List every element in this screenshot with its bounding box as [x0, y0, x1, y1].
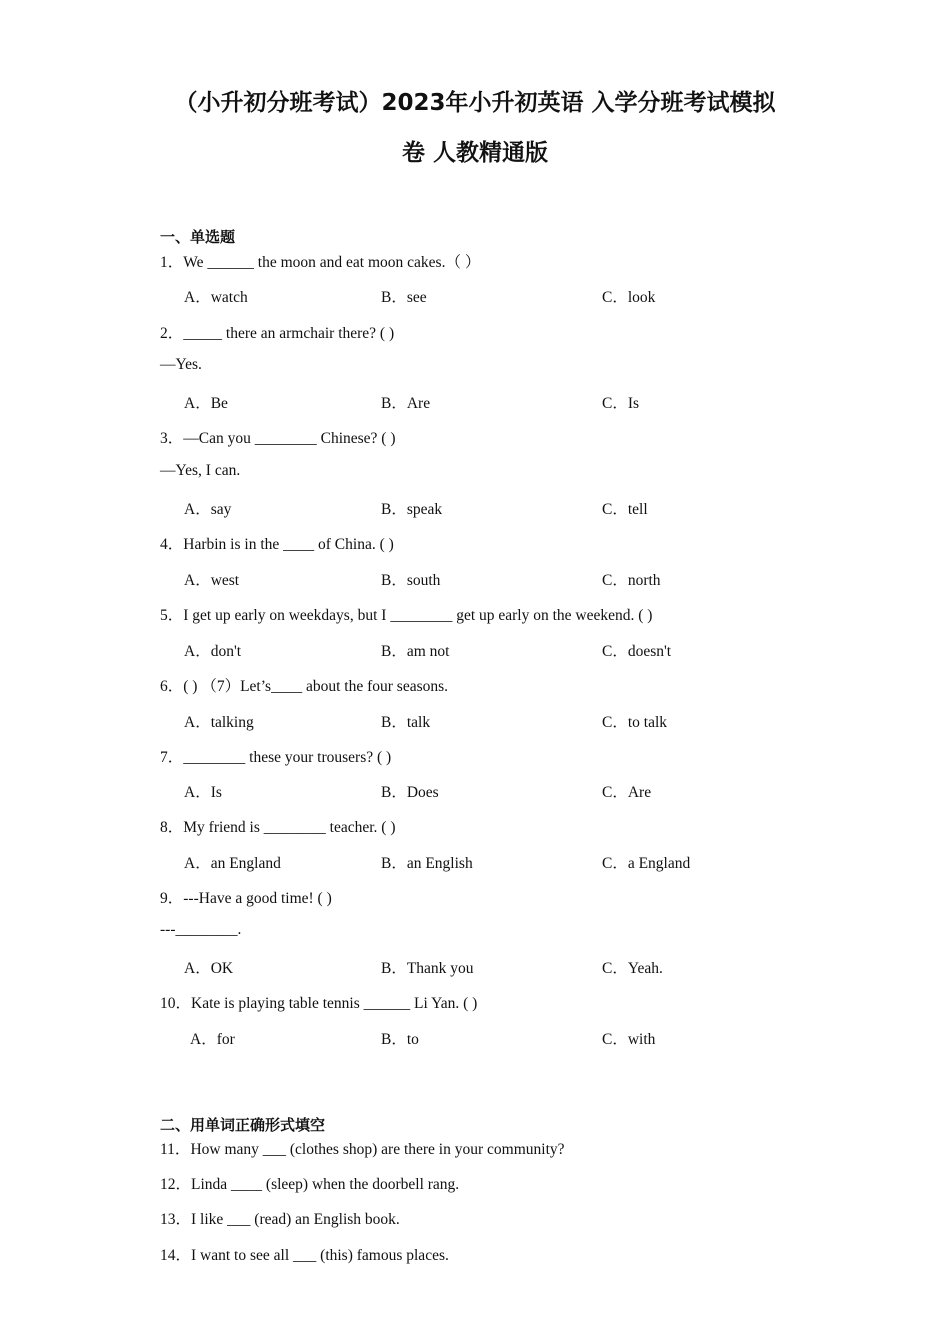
answer-blank: ________: [390, 607, 453, 624]
option-b: B．an English: [381, 855, 473, 872]
question-text: there an armchair there? ( ): [222, 325, 395, 342]
question-text: —Can you: [183, 430, 255, 447]
question-text: Harbin is in the: [183, 536, 284, 553]
question-text: Chinese? ( ): [316, 430, 396, 447]
option-a: A．watch: [184, 289, 248, 306]
option-b: B．to: [381, 1031, 419, 1048]
exam-title-line-1: （小升初分班考试）2023年小升初英语 入学分班考试模拟: [174, 90, 776, 116]
question-text: Li Yan. ( ): [410, 995, 478, 1012]
question-2: [160, 321, 394, 343]
question-text: get up early on the weekend. ( ): [452, 607, 653, 624]
question-9: [160, 886, 332, 908]
question-number: 5．: [160, 607, 184, 624]
option-a: A．an England: [184, 855, 281, 872]
option-c: C．with: [602, 1031, 656, 1048]
question-1: [160, 250, 480, 272]
option-c: C．Is: [602, 395, 640, 412]
option-b: B．Thank you: [381, 960, 474, 977]
question-text: the moon and eat moon cakes.（ ）: [253, 254, 481, 271]
question-text: (this) famous places.: [316, 1247, 449, 1264]
option-a: A．OK: [184, 960, 234, 977]
question-5: [160, 603, 652, 625]
answer-blank: _____: [183, 325, 223, 342]
option-a: A．talking: [184, 714, 254, 731]
question-6: [160, 674, 448, 696]
question-text: I get up early on weekdays, but I: [183, 607, 391, 624]
option-a: A．say: [184, 501, 232, 518]
answer-blank: ___: [227, 1211, 251, 1228]
question-number: 11．: [160, 1141, 191, 1158]
question-12: [160, 1172, 459, 1194]
option-c: C．tell: [602, 501, 648, 518]
option-c: C．Yeah.: [602, 960, 663, 977]
answer-blank: ___: [262, 1141, 287, 1158]
question-text: teacher. ( ): [325, 819, 396, 836]
question-7: [160, 745, 391, 767]
question-3: [160, 426, 396, 448]
option-a: A．Be: [184, 395, 228, 412]
answer-blank: ________: [254, 430, 317, 447]
question-number: 14．: [160, 1247, 192, 1264]
answer-blank: ______: [207, 254, 254, 271]
question-number: 2．: [160, 325, 184, 342]
answer-blank: ________: [183, 749, 246, 766]
answer-blank: ____: [231, 1176, 263, 1193]
option-c: C．to talk: [602, 714, 668, 731]
question-9-reply: ---________.: [160, 921, 242, 938]
answer-blank: ____: [283, 536, 315, 553]
question-number: 4．: [160, 536, 184, 553]
option-a: A．west: [184, 572, 240, 589]
question-number: 1．: [160, 254, 184, 271]
option-a: A．Is: [184, 784, 222, 801]
question-number: 9．: [160, 890, 184, 907]
option-c: C．north: [602, 572, 661, 589]
section-heading-word-form: 二、用单词正确形式填空: [160, 1116, 326, 1134]
question-number: 12．: [160, 1176, 192, 1193]
option-a: A．for: [190, 1031, 235, 1048]
question-text: (sleep) when the doorbell rang.: [262, 1176, 460, 1193]
question-number: 3．: [160, 430, 184, 447]
question-number: 8．: [160, 819, 184, 836]
section-heading-single-choice: 一、单选题: [160, 228, 236, 246]
option-c: C．a England: [602, 855, 691, 872]
question-3-reply: —Yes, I can.: [160, 462, 241, 479]
question-10: [160, 991, 477, 1013]
option-b: B．speak: [381, 501, 443, 518]
question-text: (read) an English book.: [250, 1211, 400, 1228]
question-text: of China. ( ): [314, 536, 394, 553]
question-13: [160, 1207, 400, 1229]
answer-blank: ______: [363, 995, 411, 1012]
answer-blank: ___: [293, 1247, 317, 1264]
question-text: We: [183, 254, 208, 271]
question-2-reply: —Yes.: [160, 356, 202, 373]
option-b: B．Are: [381, 395, 431, 412]
question-number: 6．: [160, 678, 184, 695]
option-b: B．south: [381, 572, 441, 589]
question-text: ---Have a good time! ( ): [183, 890, 332, 907]
question-number: 7．: [160, 749, 184, 766]
answer-blank: ________: [263, 819, 326, 836]
question-text: I want to see all: [191, 1247, 294, 1264]
exam-title-line-2: 卷 人教精通版: [401, 140, 548, 166]
question-text: (clothes shop) are there in your community?: [286, 1141, 565, 1158]
question-text: Linda: [191, 1176, 232, 1193]
question-11: [160, 1137, 565, 1159]
question-8: [160, 815, 396, 837]
question-text: these your trousers? ( ): [245, 749, 392, 766]
option-a: A．don't: [184, 643, 242, 660]
option-c: C．doesn't: [602, 643, 672, 660]
option-b: B．see: [381, 289, 427, 306]
answer-blank: ____: [271, 678, 303, 695]
question-text: ( ) （7）Let’s: [183, 678, 272, 695]
option-b: B．am not: [381, 643, 450, 660]
question-text: How many: [190, 1141, 263, 1158]
option-c: C．look: [602, 289, 656, 306]
question-number: 13．: [160, 1211, 192, 1228]
option-b: B．Does: [381, 784, 439, 801]
question-text: I like: [191, 1211, 228, 1228]
question-number: 10．: [160, 995, 192, 1012]
option-c: C．Are: [602, 784, 652, 801]
question-4: [160, 532, 394, 554]
question-14: [160, 1243, 449, 1265]
question-text: Kate is playing table tennis: [191, 995, 364, 1012]
question-text: about the four seasons.: [302, 678, 449, 695]
question-text: My friend is: [183, 819, 264, 836]
option-b: B．talk: [381, 714, 431, 731]
